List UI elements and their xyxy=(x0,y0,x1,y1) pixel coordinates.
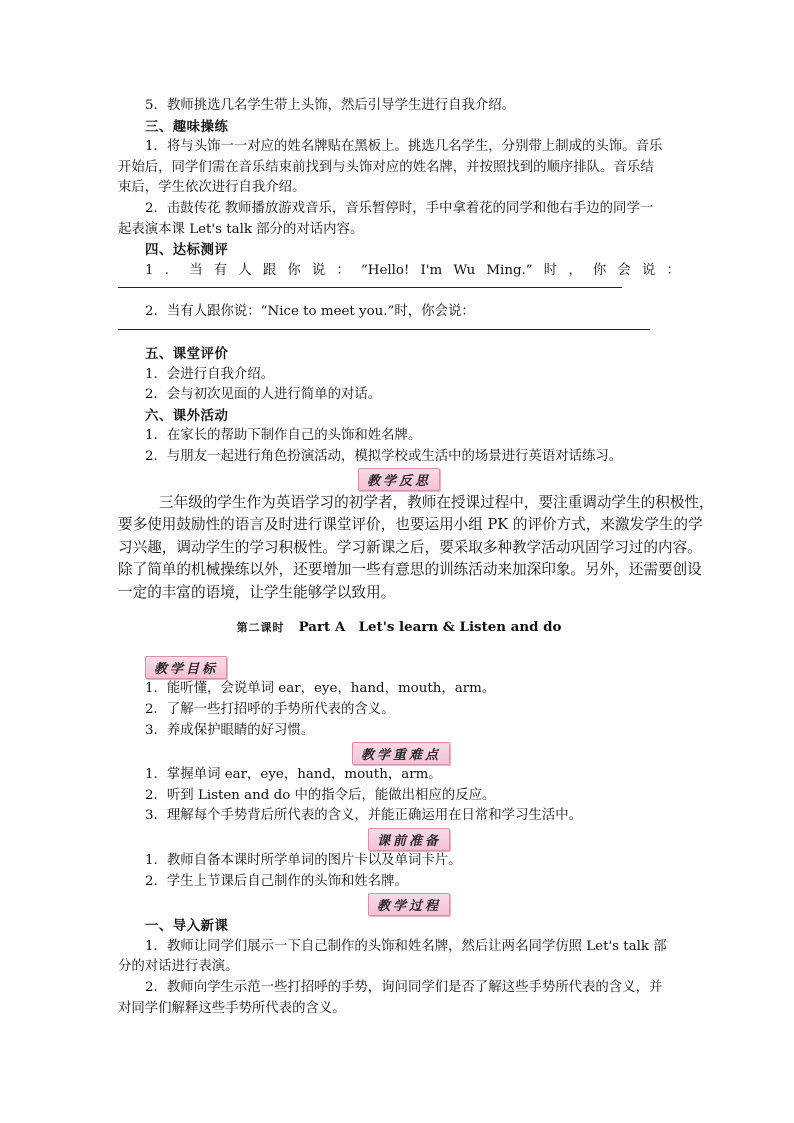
heading-practice: 三、趣味操练 xyxy=(145,118,229,135)
evaluation-1: 1．会进行自我介绍。 xyxy=(145,366,275,382)
activity-2: 2．与朋友一起进行角色扮演活动，模拟学校或生活中的场景进行英语对话练习。 xyxy=(145,448,623,464)
reflection-line-4: 除了简单的机械操练以外，还要增加一些有意思的训练活动来加深印象。另外，还需要创设 xyxy=(118,561,702,579)
objective-2: 2．了解一些打招呼的手势所代表的含义。 xyxy=(145,702,395,718)
objectives-badge-row xyxy=(118,655,680,679)
process-badge: 教学过程 xyxy=(368,893,450,916)
objective-3: 3．养成保护眼睛的好习惯。 xyxy=(145,722,315,738)
q1-token: 跟 xyxy=(262,262,277,278)
reflection-line-5: 一定的丰富的语境，让学生能够学以致用。 xyxy=(118,583,396,601)
reflection-line-2: 要多使用鼓励性的语言及时进行课堂评价，也要运用小组 PK 的评价方式，来激发学生的学 xyxy=(118,516,703,534)
keypoints-badge-row xyxy=(118,741,680,765)
q1-token: “Hello! xyxy=(360,262,410,278)
preparation-1: 1．教师自备本课时所学单词的图片卡以及单词卡片。 xyxy=(145,853,462,869)
lesson-heading: Part A Let's learn & Listen and do xyxy=(298,619,562,636)
q1-token: Ming.” xyxy=(486,262,533,278)
heading-assessment: 四、达标测评 xyxy=(145,242,229,259)
practice-p1-line1: 1．将与头饰一一对应的姓名牌贴在黑板上。挑选几名学生，分别带上制成的头饰。音乐 xyxy=(145,139,663,155)
q1-token: ： xyxy=(336,262,350,278)
heading-activities: 六、课外活动 xyxy=(145,407,229,424)
heading-evaluation: 五、课堂评价 xyxy=(145,345,229,362)
answer-line-2[interactable] xyxy=(118,323,650,330)
reflection-badge-row xyxy=(118,468,680,492)
process-p1-line2: 分的对话进行表演。 xyxy=(118,959,239,975)
q1-token: 有 xyxy=(213,262,228,278)
q1-token: 1 xyxy=(145,262,154,278)
q1-token: 你 xyxy=(287,262,301,278)
practice-p1-line3: 束后，学生依次进行自我介绍。 xyxy=(118,180,306,196)
q1-token: 说 xyxy=(311,262,326,278)
q1-token: 时 xyxy=(543,262,558,278)
practice-p1-line2: 开始后，同学们需在音乐结束前找到与头饰对应的姓名牌，并按照找到的顺序排队。音乐结 xyxy=(118,159,654,175)
q1-token: 会 xyxy=(617,262,631,278)
item-5: 5．教师挑选几名学生带上头饰，然后引导学生进行自我介绍。 xyxy=(145,98,516,113)
q1-token: 当 xyxy=(189,262,203,278)
process-p1-line1: 1．教师让同学们展示一下自己制作的头饰和姓名牌，然后让两名同学仿照 Let's talk 部 xyxy=(145,938,667,954)
reflection-line-1: 三年级的学生作为英语学习的初学者，教师在授课过程中，要注重调动学生的积极性， xyxy=(159,493,714,511)
answer-line-1[interactable] xyxy=(118,281,622,288)
preparation-badge-row xyxy=(118,827,680,851)
practice-p2-line1: 2．击鼓传花 教师播放游戏音乐，音乐暂停时，手中拿着花的同学和他右手边的同学一 xyxy=(145,200,654,216)
question-1 xyxy=(118,261,680,282)
q1-token: ， xyxy=(568,262,582,278)
heading-intro: 一、导入新课 xyxy=(145,918,229,935)
process-p2-line2: 对同学们解释这些手势所代表的含义。 xyxy=(118,1000,346,1016)
q1-token: 你 xyxy=(592,262,607,278)
lesson-title xyxy=(118,616,680,639)
process-p2-line1: 2．教师向学生示范一些打招呼的手势，询问同学们是否了解这些手势所代表的含义，并 xyxy=(145,980,663,995)
reflection-line-3: 习兴趣，调动学生的学习积极性。学习新课之后，要采取多种教学活动巩固学习过的内容。 xyxy=(118,538,702,556)
keypoint-2: 2．听到 Listen and do 中的指令后，能做出相应的反应。 xyxy=(145,787,496,803)
q1-token: 说 xyxy=(641,262,656,278)
lesson-period: 第二课时 xyxy=(236,621,285,635)
practice-p2-line2: 起表演本课 Let's talk 部分的对话内容。 xyxy=(118,221,364,237)
objectives-badge: 教学目标 xyxy=(145,656,227,679)
q1-token: 人 xyxy=(238,262,252,278)
q1-token: I'm xyxy=(420,262,443,278)
keypoint-3: 3．理解每个手势背后所代表的含义，并能正确运用在日常和学习生活中。 xyxy=(145,808,583,824)
q1-token: Wu xyxy=(453,262,476,278)
keypoint-1: 1．掌握单词 ear，eye，hand，mouth，arm。 xyxy=(145,767,442,783)
document-page xyxy=(118,96,714,1019)
q1-token: ： xyxy=(666,262,680,278)
preparation-2: 2．学生上节课后自己制作的头饰和姓名牌。 xyxy=(145,873,408,889)
reflection-badge: 教学反思 xyxy=(358,468,440,491)
process-badge-row xyxy=(118,892,680,916)
evaluation-2: 2．会与初次见面的人进行简单的对话。 xyxy=(145,387,382,403)
objective-1: 1．能听懂，会说单词 ear，eye，hand，mouth，arm。 xyxy=(145,681,496,697)
question-2: 2．当有人跟你说：“Nice to meet you.”时，你会说： xyxy=(145,304,475,320)
preparation-badge: 课前准备 xyxy=(368,828,450,851)
q1-token: ． xyxy=(164,262,179,278)
keypoints-badge: 教学重难点 xyxy=(352,742,450,765)
activity-1: 1．在家长的帮助下制作自己的头饰和姓名牌。 xyxy=(145,428,422,444)
